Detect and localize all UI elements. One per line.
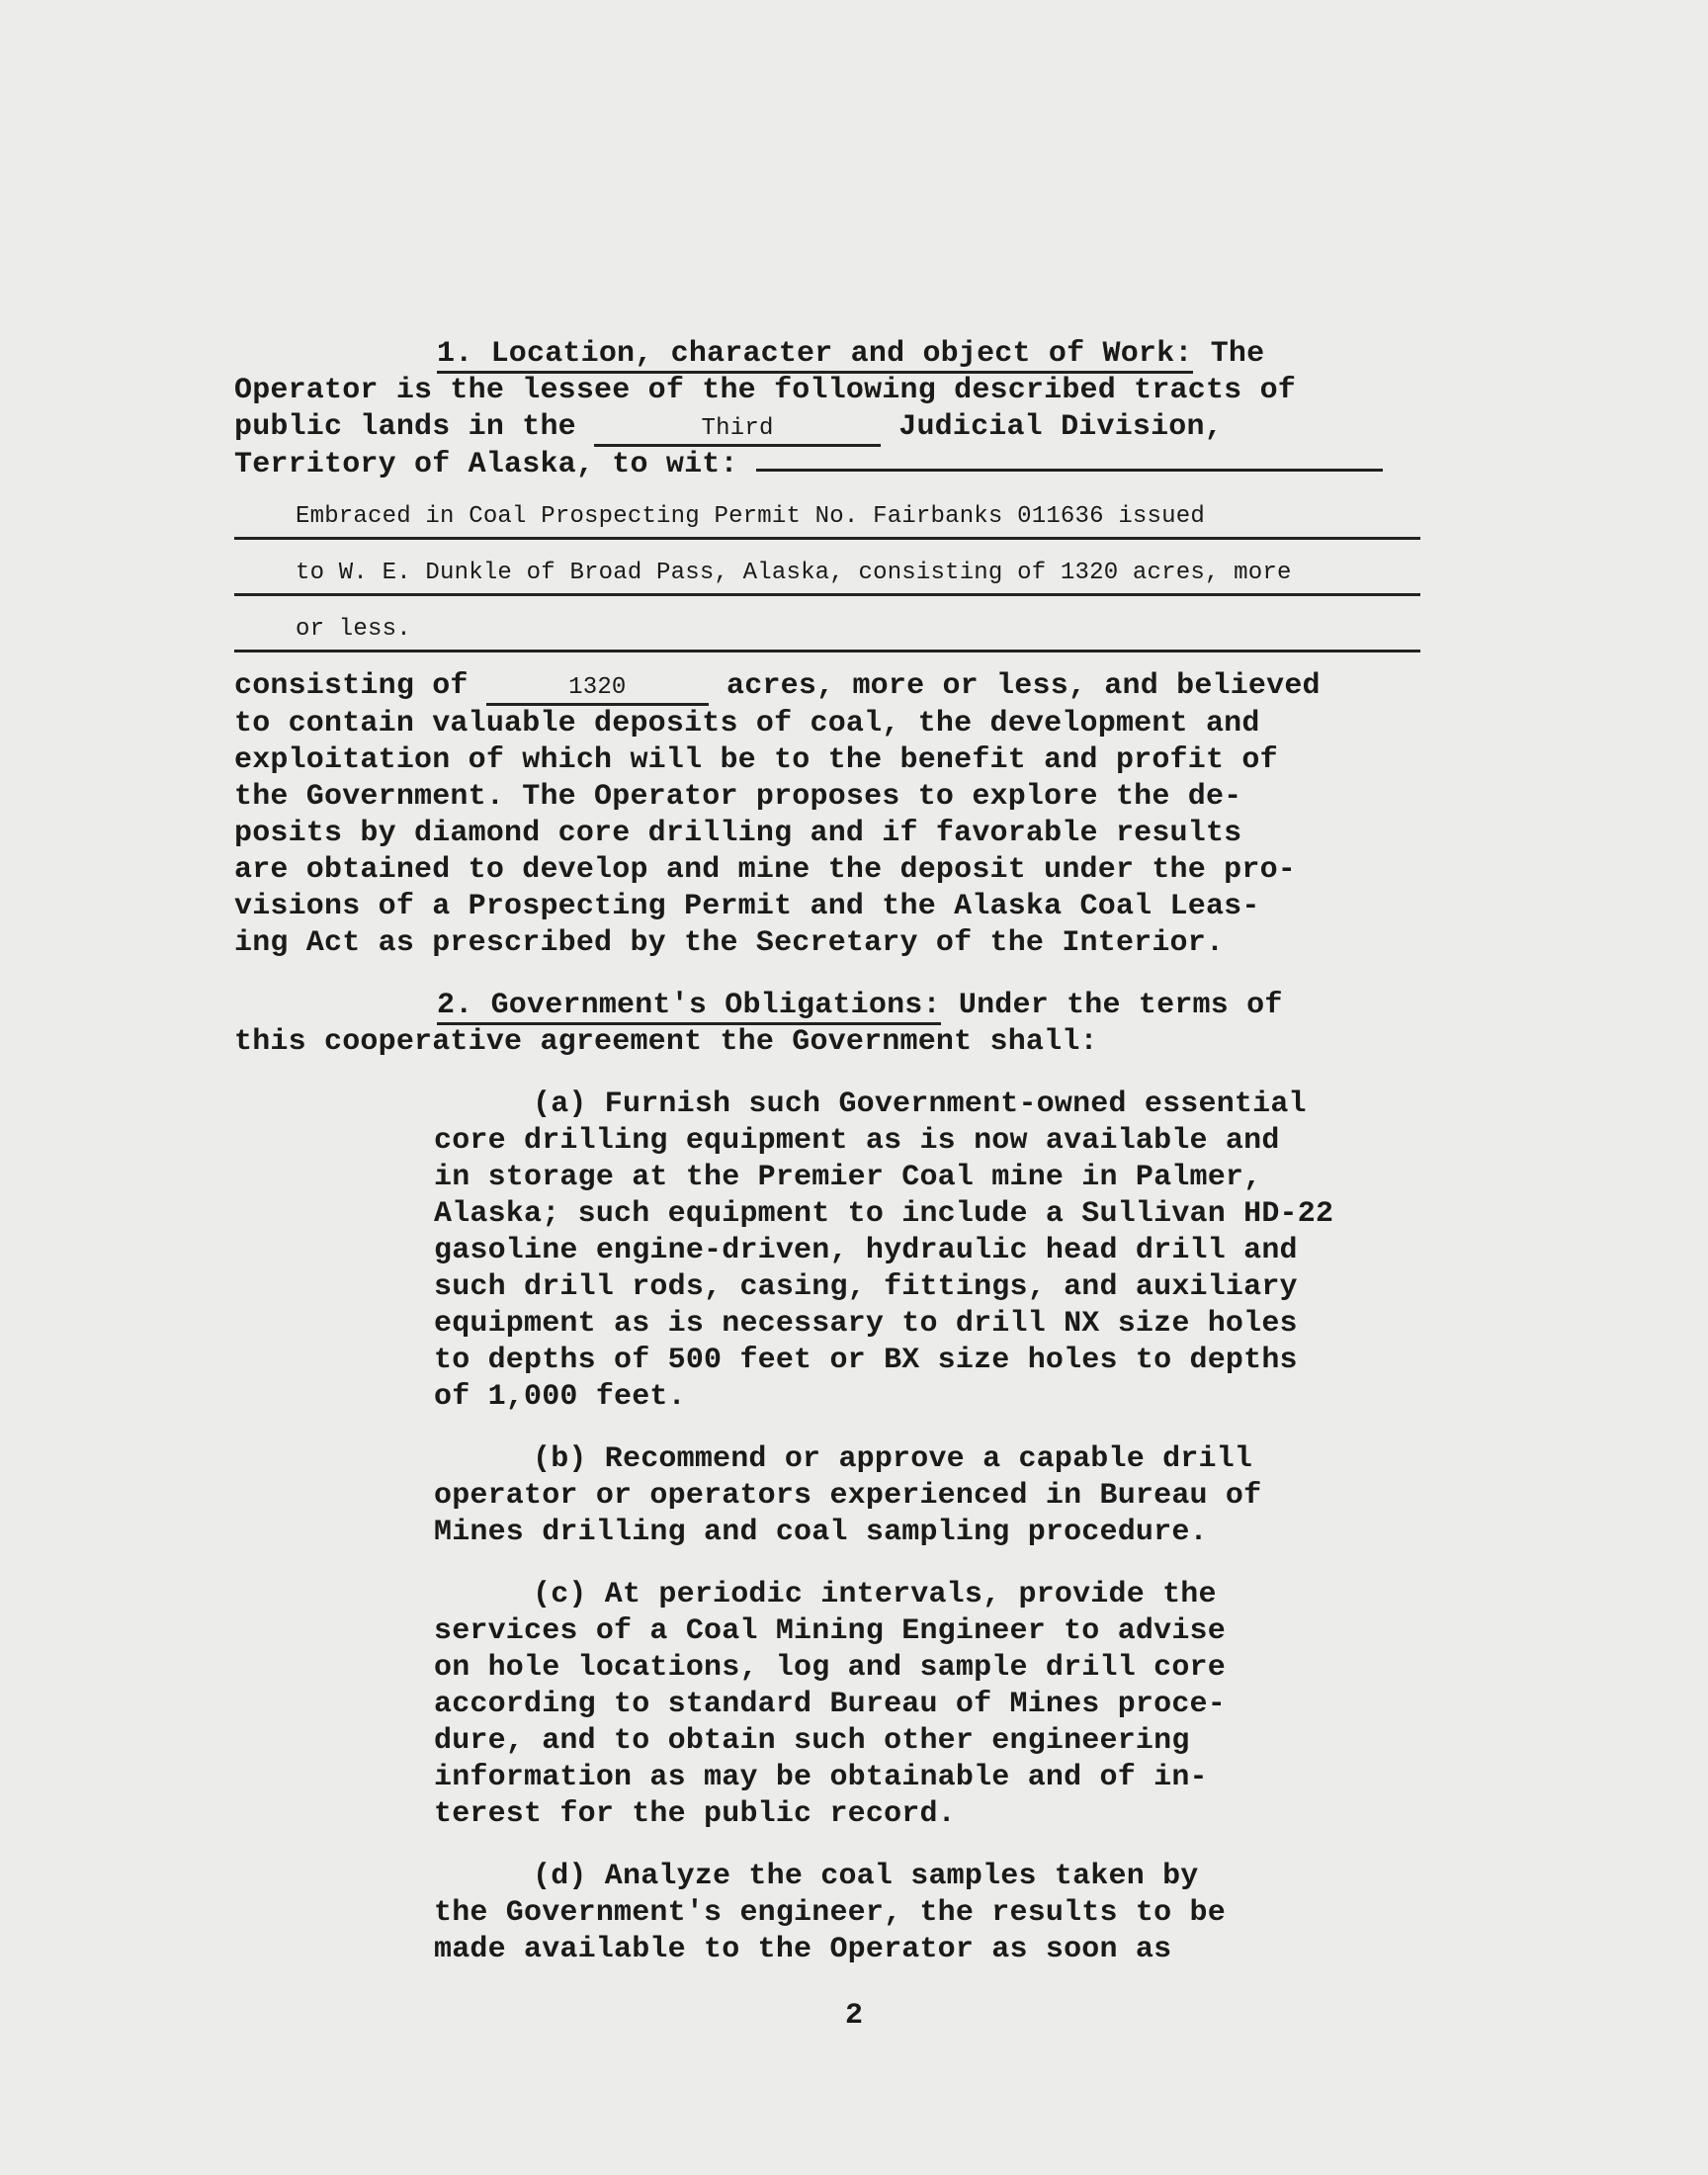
obligation-item-b [434,1441,1422,1551]
consisting-text-b: acres, more or less, and believed [726,669,1321,703]
body-line: the Government. The Operator proposes to explore the de- [234,780,1242,814]
item-line: such drill rods, casing, fittings, and auxiliary [434,1270,1298,1304]
obligation-item-d [434,1859,1422,1968]
section2-line2: this cooperative agreement the Government shall: [234,1025,1098,1059]
page-number: 2 [844,1999,863,2033]
item-line: terest for the public record. [434,1797,956,1831]
description-text-1: Embraced in Coal Prospecting Permit No. Fairbanks 011636 issued [296,503,1205,530]
line3-text-b: Judicial Division, [898,410,1223,444]
description-text-3: or less. [296,616,411,643]
item-line: according to standard Bureau of Mines proce- [434,1688,1226,1721]
item-line: dure, and to obtain such other engineering [434,1724,1190,1758]
item-line: (d) Analyze the coal samples taken by [533,1860,1199,1893]
line3-text-a: public lands in the [234,410,576,444]
description-line-2 [234,550,1420,596]
section2-first-line [234,988,1420,1024]
obligation-item-a [434,1087,1422,1416]
division-field: Third [594,414,881,447]
item-line: Mines drilling and coal sampling procedure. [434,1516,1208,1549]
section1-heading: 1. Location, character and object of Work: [437,337,1193,374]
to-wit-blank [756,469,1383,472]
description-line-1 [234,493,1420,540]
body-line: exploitation of which will be to the benefit and profit of [234,743,1278,777]
section2-lead: Under the terms of [958,989,1283,1022]
item-line: Alaska; such equipment to include a Sullivan HD-22 [434,1197,1334,1231]
obligation-item-c [434,1577,1422,1833]
section1-lead: The [1210,337,1265,371]
document-body [234,336,1420,1968]
body-line: to contain valuable deposits of coal, the development and [234,707,1260,740]
description-line-3 [234,606,1420,652]
item-line: (c) At periodic intervals, provide the [533,1578,1217,1611]
item-line: core drilling equipment as is now available and [434,1124,1280,1158]
consisting-line [234,668,1420,706]
item-line: (b) Recommend or approve a capable drill [533,1442,1253,1476]
item-line: gasoline engine-driven, hydraulic head drill and [434,1234,1298,1267]
item-line: equipment as is necessary to drill NX size holes [434,1307,1298,1341]
section2-heading: 2. Government's Obligations: [437,989,941,1025]
body-line: posits by diamond core drilling and if favorable results [234,817,1242,850]
item-line: on hole locations, log and sample drill core [434,1651,1226,1685]
description-text-2: to W. E. Dunkle of Broad Pass, Alaska, consisting of 1320 acres, more [296,560,1292,586]
consisting-text-a: consisting of [234,669,469,703]
section1-line3 [234,409,1420,447]
body-line: ing Act as prescribed by the Secretary of the Interior. [234,926,1225,960]
item-line: made available to the Operator as soon as [434,1933,1172,1966]
body-line: are obtained to develop and mine the deposit under the pro- [234,853,1296,887]
body-line: visions of a Prospecting Permit and the Alaska Coal Leas- [234,890,1260,923]
item-line: in storage at the Premier Coal mine in Palmer, [434,1161,1262,1194]
item-line: (a) Furnish such Government-owned essential [533,1088,1307,1121]
line4-text: Territory of Alaska, to wit: [234,448,738,481]
section1-line4 [234,447,1420,483]
item-line: the Government's engineer, the results to be [434,1896,1226,1930]
item-line: to depths of 500 feet or BX size holes to depths [434,1344,1298,1377]
item-line: of 1,000 feet. [434,1380,686,1414]
item-line: information as may be obtainable and of in- [434,1761,1208,1794]
acres-field: 1320 [486,673,709,706]
item-line: services of a Coal Mining Engineer to advise [434,1614,1226,1648]
section1-first-line [234,336,1420,373]
section1-line2: Operator is the lessee of the following described tracts of [234,374,1296,407]
item-line: operator or operators experienced in Bureau of [434,1479,1262,1513]
